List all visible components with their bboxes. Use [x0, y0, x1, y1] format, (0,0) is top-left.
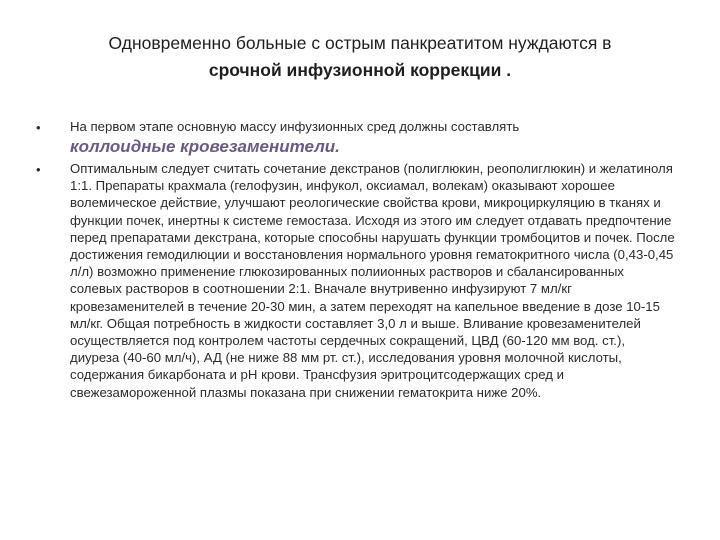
title-line-1: Одновременно больные с острым панкреатитом нуждаются в [108, 33, 612, 53]
bullet-text: На первом этапе основную массу инфузионных сред должны составлять [70, 119, 520, 134]
bullet-list [36, 118, 676, 401]
bullet-accent-text: коллоидные кровезаменители. [70, 137, 340, 156]
slide-title [40, 30, 680, 84]
bullet-marker: • [36, 162, 41, 177]
bullet-marker: • [36, 120, 41, 135]
bullet-text: Оптимальным следует считать сочетание декстранов (полиглюкин, реополиглюкин) и желатиноля 1:1. Препараты крахмала (гелофузин, инфукол, оксиамал, волекам) оказывают хорошее волемическое действие, улучшают реологические свойства крови, микроциркуляцию в тканях и функции почек, инертны к системе гемостаза. Исходя из этого им следует отдавать предпочтение перед препаратами декстрана, которые способны нарушать функции тромбоцитов и почек. После достижения гемодилюции и восстановления нормального уровня гематокритного числа (0,43-0,45 л/л) возможно применение глюкозированных полиионных растворов и сбалансированных солевых растворов в соотношении 2:1. Вначале внутривенно инфузируют 7 мл/кг кровезаменителей в течение 20-30 мин, а затем переходят на капельное введение в дозе 10-15 мл/кг. Общая потребность в жидкости составляет 3,0 л и выше. Вливание кровезаменителей осуществляется под контролем частоты сердечных сокращений, ЦВД (60-120 мм вод. ст.), диуреза (40-60 мл/ч), АД (не ниже 88 мм рт. ст.), исследования уровня молочной кислоты, содержания бикарбоната и рН крови. Трансфузия эритроцитсодержащих сред и свежезамороженной плазмы показана при снижении гематокрита ниже 20%. [70, 161, 675, 400]
bullet-item [36, 118, 676, 157]
bullet-item [36, 160, 676, 401]
title-line-2: срочной инфузионной коррекции . [208, 60, 512, 80]
